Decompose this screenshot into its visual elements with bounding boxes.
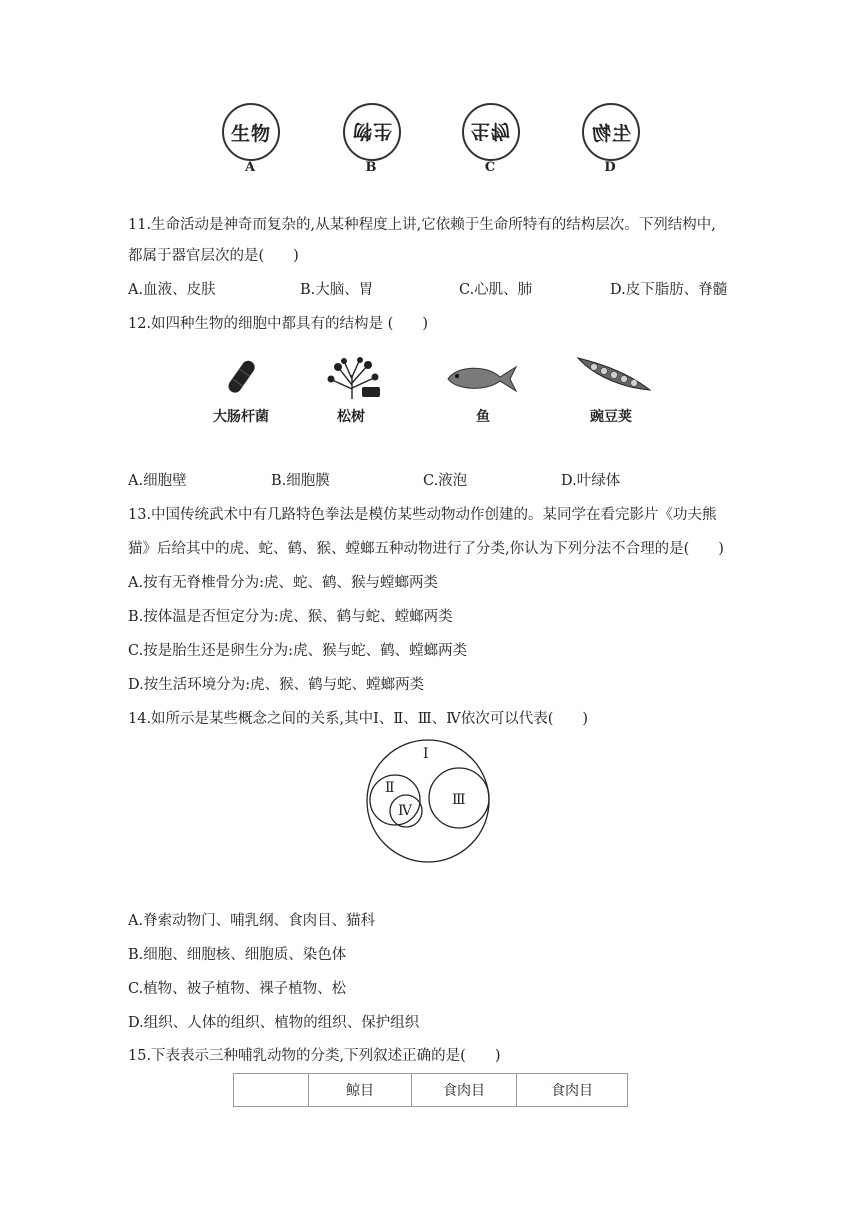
table-cell: 鲸目 [309, 1074, 412, 1107]
table-row [234, 1074, 628, 1107]
stamp-label-a: A [244, 160, 256, 175]
circle-label-4: Ⅳ [398, 803, 412, 819]
q15-stem: 15.下表表示三种哺乳动物的分类,下列叙述正确的是( ) [128, 1048, 501, 1064]
stamp-label-c: C [484, 160, 496, 175]
table-cell: 食肉目 [517, 1074, 628, 1107]
organism-label-bacteria: 大肠杆菌 [213, 409, 269, 425]
q11-option-b: B.大脑、胃 [300, 282, 374, 298]
stamp-b: 生物 [343, 103, 401, 161]
q13-stem-line1: 13.中国传统武术中有几路特色拳法是模仿某些动物动作创建的。某同学在看完影片《功夫熊 [128, 507, 717, 523]
q13-stem-line2: 猫》后给其中的虎、蛇、鹤、猴、螳螂五种动物进行了分类,你认为下列分法不合理的是( ) [128, 541, 724, 557]
table-cell: 食肉目 [412, 1074, 517, 1107]
q12-option-b: B.细胞膜 [271, 473, 330, 489]
pine-tree-icon [322, 355, 384, 400]
stamp-c: 生物 [462, 103, 520, 161]
venn-circles [360, 738, 510, 868]
pea-pod-icon [574, 352, 654, 396]
organism-label-pea: 豌豆荚 [590, 409, 632, 425]
q13-option-d: D.按生活环境分为:虎、猴、鹤与蛇、螳螂两类 [128, 677, 425, 693]
q11-option-d: D.皮下脂肪、脊髓 [610, 282, 728, 298]
q11-option-c: C.心肌、肺 [459, 282, 533, 298]
q14-option-d: D.组织、人体的组织、植物的组织、保护组织 [128, 1015, 420, 1031]
table-cell [234, 1074, 309, 1107]
q11-stem-line1: 11.生命活动是神奇而复杂的,从某种程度上讲,它依赖于生命所特有的结构层次。下列结构中, [128, 217, 716, 233]
circle-label-2: Ⅱ [385, 780, 395, 796]
q13-option-a: A.按有无脊椎骨分为:虎、蛇、鹤、猴与螳螂两类 [128, 575, 438, 591]
q13-option-b: B.按体温是否恒定分为:虎、猴、鹤与蛇、螳螂两类 [128, 609, 453, 625]
q13-option-c: C.按是胎生还是卵生分为:虎、猴与蛇、鹤、螳螂两类 [128, 643, 468, 659]
q14-option-a: A.脊索动物门、哺乳纲、食肉目、猫科 [128, 913, 376, 929]
q14-stem: 14.如所示是某些概念之间的关系,其中Ⅰ、Ⅱ、Ⅲ、Ⅳ依次可以代表( ) [128, 711, 589, 727]
stamp-label-b: B [365, 160, 377, 175]
q11-option-a: A.血液、皮肤 [128, 282, 216, 298]
organism-label-fish: 鱼 [476, 409, 490, 425]
q12-stem: 12.如四种生物的细胞中都具有的结构是 ( ) [128, 316, 428, 332]
stamp-d: 生物 [582, 103, 640, 161]
circle-label-1: Ⅰ [423, 746, 429, 762]
fish-icon [444, 362, 520, 394]
q12-option-c: C.液泡 [423, 473, 468, 489]
stamp-label-d: D [604, 160, 616, 175]
organism-label-pine: 松树 [337, 409, 365, 425]
q14-option-b: B.细胞、细胞核、细胞质、染色体 [128, 947, 347, 963]
classification-table [233, 1073, 628, 1107]
bacteria-icon [220, 355, 265, 400]
q12-option-a: A.细胞壁 [128, 473, 187, 489]
q12-option-d: D.叶绿体 [561, 473, 621, 489]
q11-stem-line2: 都属于器官层次的是( ) [128, 248, 299, 264]
stamp-a: 生物 [222, 103, 280, 161]
q14-option-c: C.植物、被子植物、裸子植物、松 [128, 981, 347, 997]
circle-label-3: Ⅲ [452, 792, 466, 808]
